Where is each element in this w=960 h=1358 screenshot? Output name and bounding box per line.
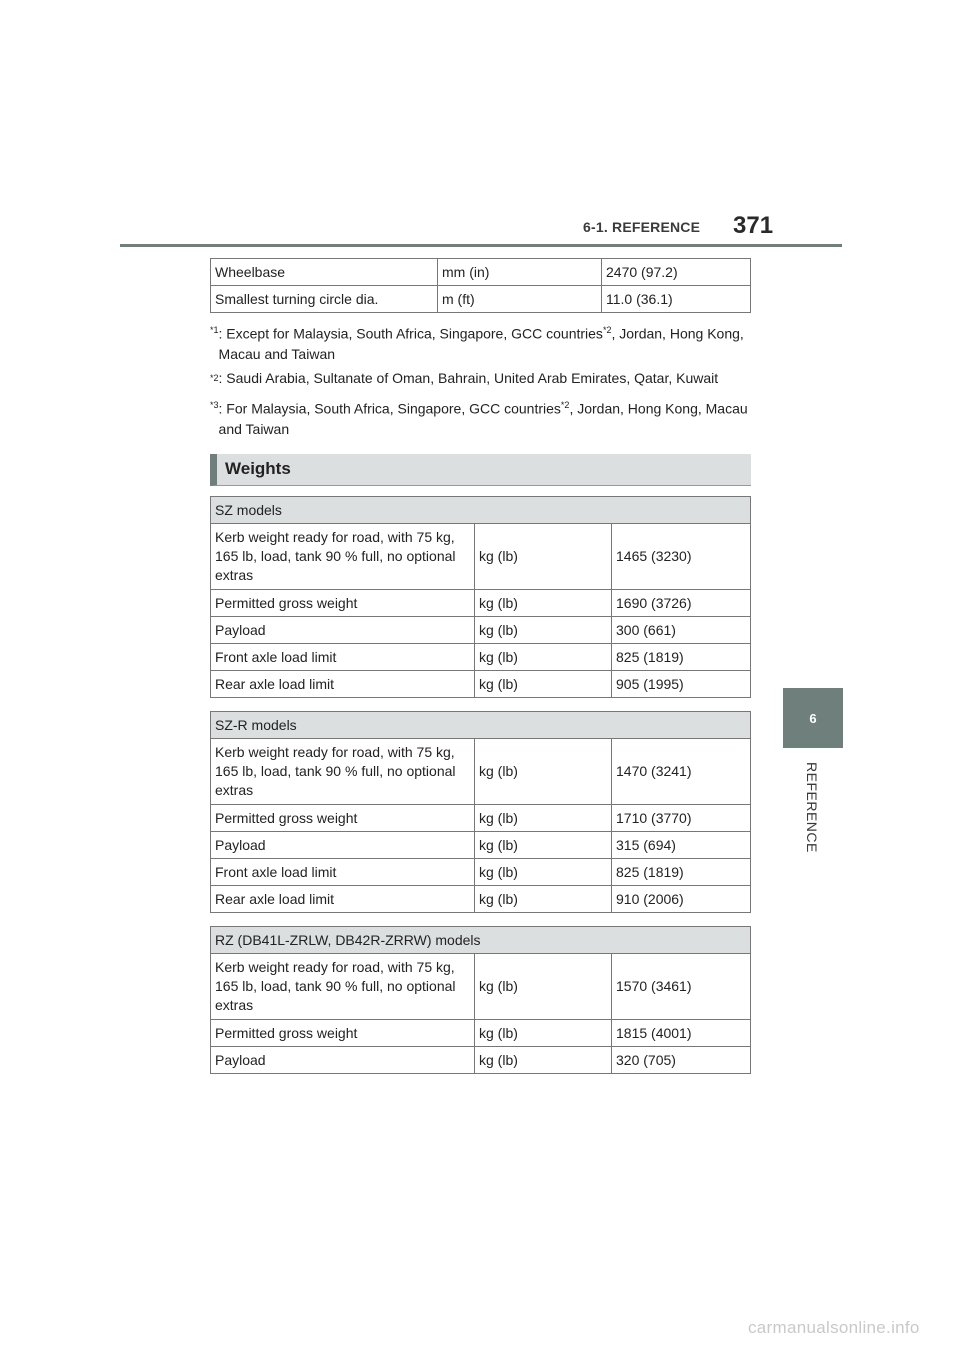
footnotes [210,320,770,443]
table-row [211,886,751,913]
spec-value: 905 (1995) [612,671,751,698]
spec-unit: kg (lb) [475,805,612,832]
rz-weights-table [210,926,751,1074]
table-row [211,590,751,617]
watermark: carmanualsonline.info [748,1318,920,1337]
footnote-ref: 2 [564,400,570,411]
spec-value: 315 (694) [612,832,751,859]
table-row [211,524,751,590]
spec-item: Payload [211,832,475,859]
section-title-header: 6-1. REFERENCE [583,219,701,235]
table-row [211,859,751,886]
table-row [211,259,751,286]
table-group-row [211,497,751,524]
model-group-label: RZ (DB41L-ZRLW, DB42R-ZRRW) models [211,927,751,954]
spec-item: Permitted gross weight [211,590,475,617]
spec-unit: kg (lb) [475,524,612,590]
spec-value: 1470 (3241) [612,739,751,805]
spec-unit: kg (lb) [475,590,612,617]
spec-item: Rear axle load limit [211,671,475,698]
spec-item: Kerb weight ready for road, with 75 kg, 165 lb, load, tank 90 % full, no optional extras [211,524,475,590]
page-number: 371 [733,212,774,239]
spec-unit: kg (lb) [475,859,612,886]
spec-item: Permitted gross weight [211,805,475,832]
spec-item: Kerb weight ready for road, with 75 kg, 165 lb, load, tank 90 % full, no optional extras [211,954,475,1020]
spec-value: 825 (1819) [612,644,751,671]
footnote: $^{*3}$ : For Malaysia, South Africa, Singapore, GCC countries$^{*2}$, Jordan, Hong Kong, Macau and Taiwan [210,400,748,437]
spec-unit: kg (lb) [475,1020,612,1047]
model-group-label: SZ models [211,497,751,524]
spec-value: 910 (2006) [612,886,751,913]
footnote-text: : For Malaysia, South Africa, Singapore, GCC countries [218,400,561,417]
table-row [211,832,751,859]
spec-value: 300 (661) [612,617,751,644]
dimensions-table [210,258,751,313]
table-group-row [211,927,751,954]
table-row [211,954,751,1020]
sz-weights-table [210,496,751,698]
spec-unit: kg (lb) [475,671,612,698]
spec-unit: m (ft) [438,286,602,313]
spec-value: 825 (1819) [612,859,751,886]
footnote-ref: 2 [606,325,612,335]
table-row [211,644,751,671]
spec-item: Wheelbase [211,259,438,286]
footnote-mark: 1 [213,325,219,335]
spec-value: 1465 (3230) [612,524,751,590]
model-group-label: SZ-R models [211,712,751,739]
table-row [211,1047,751,1074]
spec-value: 320 (705) [612,1047,751,1074]
table-row [211,671,751,698]
spec-unit: kg (lb) [475,739,612,805]
table-row [211,617,751,644]
spec-value: 2470 (97.2) [602,259,751,286]
spec-unit: kg (lb) [475,954,612,1020]
spec-item: Payload [211,1047,475,1074]
sz-r-weights-table [210,711,751,913]
footnote-mark: 2 [213,372,219,383]
table-row [211,739,751,805]
table-group-row [211,712,751,739]
weights-heading: Weights [210,454,751,486]
footnote-text: , Jordan, Hong Kong, Macau and Taiwan [218,400,748,437]
footnote-text: : Saudi Arabia, Sultanate of Oman, Bahrain, United Arab Emirates, Qatar, Kuwait [218,369,719,386]
chapter-label: REFERENCE [804,762,820,853]
spec-item: Front axle load limit [211,859,475,886]
spec-value: 1710 (3770) [612,805,751,832]
spec-value: 1690 (3726) [612,590,751,617]
chapter-tab [783,688,843,748]
spec-unit: kg (lb) [475,886,612,913]
table-row [211,286,751,313]
spec-item: Front axle load limit [211,644,475,671]
spec-item: Permitted gross weight [211,1020,475,1047]
spec-unit: kg (lb) [475,644,612,671]
spec-unit: kg (lb) [475,832,612,859]
spec-item: Smallest turning circle dia. [211,286,438,313]
spec-unit: mm (in) [438,259,602,286]
chapter-number: 6 [809,710,817,726]
table-row [211,805,751,832]
footnote-mark: 3 [213,400,219,411]
footnote-text: , Jordan, Hong Kong, Macau and Taiwan [218,325,744,362]
spec-unit: kg (lb) [475,617,612,644]
footnote: $^{*2}$ : Saudi Arabia, Sultanate of Oman, Bahrain, United Arab Emirates, Qatar, Kuwait [210,369,719,386]
spec-value: 1815 (4001) [612,1020,751,1047]
spec-unit: kg (lb) [475,1047,612,1074]
spec-value: 1570 (3461) [612,954,751,1020]
spec-item: Kerb weight ready for road, with 75 kg, 165 lb, load, tank 90 % full, no optional extras [211,739,475,805]
table-row [211,1020,751,1047]
spec-value: 11.0 (36.1) [602,286,751,313]
spec-item: Payload [211,617,475,644]
spec-item: Rear axle load limit [211,886,475,913]
footnote-text: : Except for Malaysia, South Africa, Singapore, GCC countries [218,325,603,342]
header-divider [120,244,842,247]
footnote: $^{*1}$ : Except for Malaysia, South Africa, Singapore, GCC countries$^{*2}$, Jordan, Hong Kong, Macau and Taiwan [210,325,744,362]
